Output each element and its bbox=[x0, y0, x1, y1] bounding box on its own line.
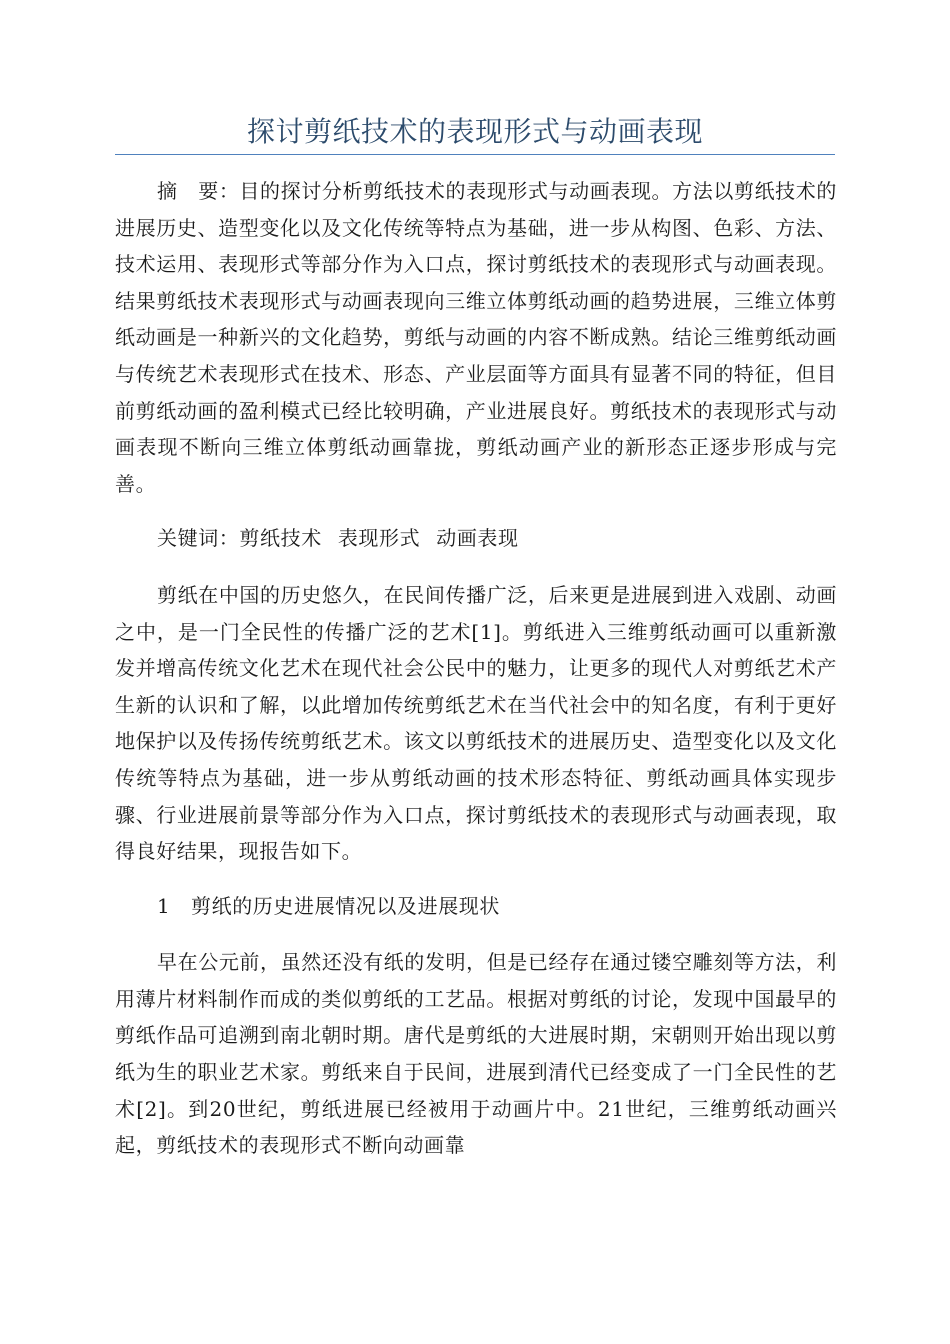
keywords-line bbox=[115, 520, 837, 557]
document-body bbox=[115, 173, 837, 1182]
keywords-label: 关键词： bbox=[157, 526, 240, 551]
title-underline bbox=[115, 154, 835, 155]
section-paragraph: 早在公元前，虽然还没有纸的发明，但是已经存在通过镂空雕刻等方法，利用薄片材料制作而成的类似剪纸的工艺品。根据对剪纸的讨论，发现中国最早的剪纸作品可追溯到南北朝时期。唐代是剪纸的大进展时期，宋朝则开始出现以剪纸为生的职业艺术家。剪纸来自于民间，进展到清代已经变成了一门全民性的艺术[2]。到20世纪，剪纸进展已经被用于动画片中。21世纪，三维剪纸动画兴起，剪纸技术的表现形式不断向动画靠 bbox=[115, 950, 837, 1158]
section-number: 1 bbox=[157, 893, 171, 918]
keyword-item: 表现形式 bbox=[337, 526, 421, 551]
keyword-item: 剪纸技术 bbox=[239, 526, 322, 551]
document-title: 探讨剪纸技术的表现形式与动画表现 bbox=[246, 115, 703, 148]
section-heading-text: 剪纸的历史进展情况以及进展现状 bbox=[191, 893, 500, 918]
abstract-paragraph: 摘 要：目的探讨分析剪纸技术的表现形式与动画表现。方法以剪纸技术的进展历史、造型变化以及文化传统等特点为基础，进一步从构图、色彩、方法、技术运用、表现形式等部分作为入口点，探讨剪纸技术的表现形式与动画表现。结果剪纸技术表现形式与动画表现向三维立体剪纸动画的趋势进展，三维立体剪纸动画是一种新兴的文化趋势，剪纸与动画的内容不断成熟。结论三维剪纸动画与传统艺术表现形式在技术、形态、产业层面等方面具有显著不同的特征，但目前剪纸动画的盈利模式已经比较明确，产业进展良好。剪纸技术的表现形式与动画表现不断向三维立体剪纸动画靠拢，剪纸动画产业的新形态正逐步形成与完善。 bbox=[115, 179, 837, 496]
keyword-item: 动画表现 bbox=[436, 526, 519, 551]
section-heading bbox=[115, 888, 837, 925]
intro-paragraph: 剪纸在中国的历史悠久，在民间传播广泛，后来更是进展到进入戏剧、动画之中，是一门全民性的传播广泛的艺术[1]。剪纸进入三维剪纸动画可以重新激发并增高传统文化艺术在现代社会公民中的魅力，让更多的现代人对剪纸艺术产生新的认识和了解，以此增加传统剪纸艺术在当代社会中的知名度，有利于更好地保护以及传扬传统剪纸艺术。该文以剪纸技术的进展历史、造型变化以及文化传统等特点为基础，进一步从剪纸动画的技术形态特征、剪纸动画具体实现步骤、行业进展前景等部分作为入口点，探讨剪纸技术的表现形式与动画表现，取得良好结果，现报告如下。 bbox=[115, 582, 837, 864]
